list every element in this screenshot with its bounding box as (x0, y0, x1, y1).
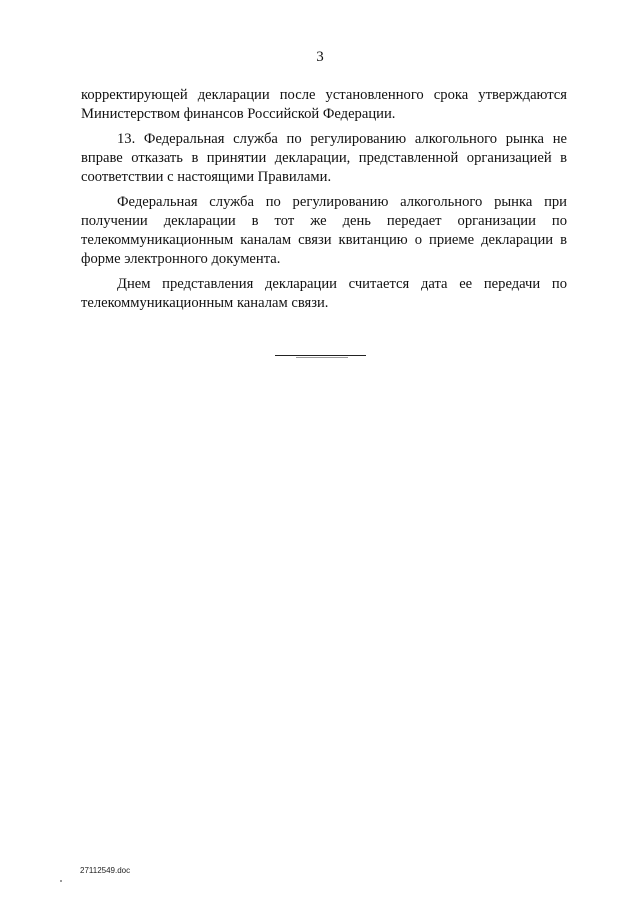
paragraph-submission-date: Днем представления декларации считается дата ее передачи по телекоммуникационным каналам связи. (81, 276, 567, 311)
paragraph-continuation: корректирующей декларации после установленного срока утверждаются Министерством финансов Российской Федерации. (81, 87, 567, 122)
end-of-document-rule-underline (296, 357, 348, 358)
footer-file-name: 27112549.doc (80, 866, 131, 875)
paragraph-item-13: 13. Федеральная служба по регулированию алкогольного рынка не вправе отказать в принятии декларации, представленной организацией в соответствии с настоящими Правилами. (81, 131, 567, 185)
document-body (81, 86, 567, 319)
scan-mark (60, 880, 62, 882)
paragraph-receipt: Федеральная служба по регулированию алкогольного рынка при получении декларации в тот же день передает организации по телекоммуникационным каналам связи квитанцию о приеме декларации в форме электронного документа. (81, 194, 567, 267)
end-of-document-rule (275, 355, 366, 356)
page-number: 3 (316, 49, 324, 65)
